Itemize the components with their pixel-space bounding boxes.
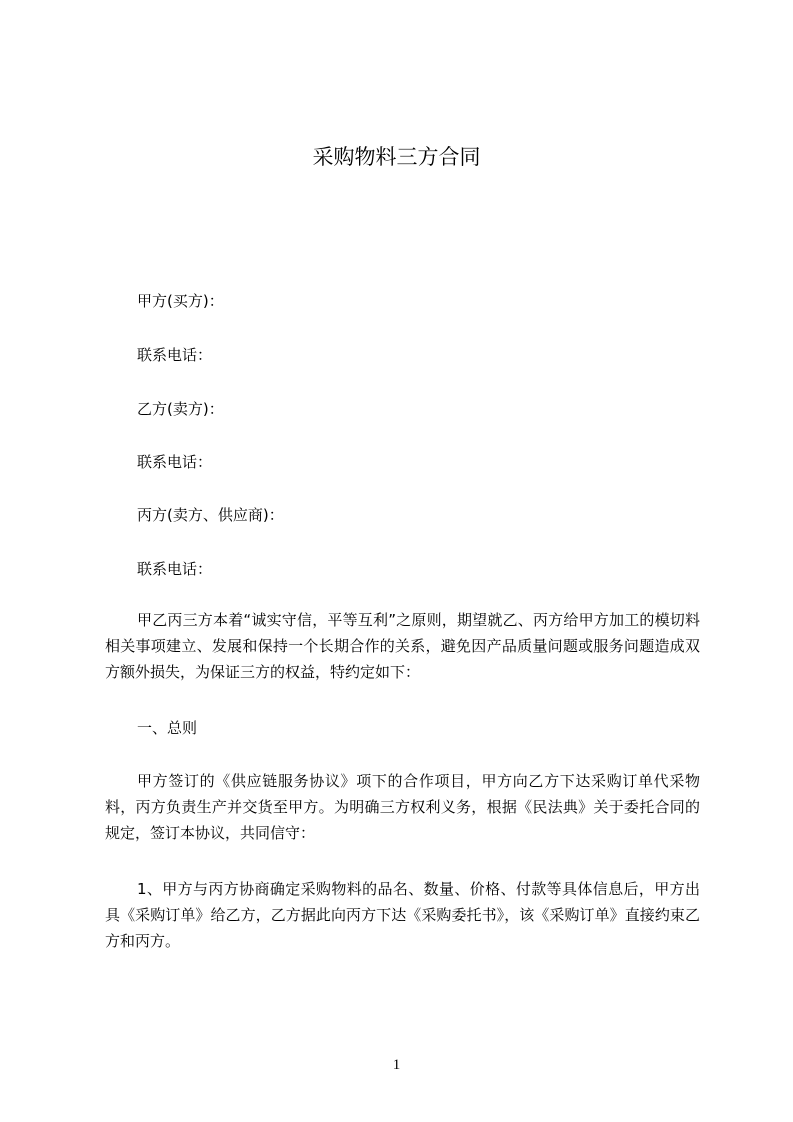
section-heading-general: 一、总则: [137, 719, 198, 737]
general-paragraph: 甲方签订的《供应链服务协议》项下的合作项目，甲方向乙方下达采购订单代采物料，丙方负责生产并交货至甲方。为明确三方权利义务，根据《民法典》关于委托合同的规定，签订本协议，共同信守：: [105, 772, 700, 842]
party-b-phone-label: 联系电话：: [137, 453, 213, 471]
party-a-label: 甲方(买方)：: [137, 292, 224, 310]
intro-paragraph: 甲乙丙三方本着“诚实守信，平等互利”之原则，期望就乙、丙方给甲方加工的模切料相关事项建立、发展和保持一个长期合作的关系，避免因产品质量问题或服务问题造成双方额外损失，为保证三方的权益，特约定如下：: [105, 611, 700, 681]
document-title: 采购物料三方合同: [312, 145, 481, 169]
party-c-phone-label: 联系电话：: [137, 560, 213, 578]
page-number: 1: [392, 1057, 401, 1073]
clause-1-paragraph: 1、甲方与丙方协商确定采购物料的品名、数量、价格、付款等具体信息后，甲方出具《采购订单》给乙方，乙方据此向丙方下达《采购委托书》，该《采购订单》直接约束乙方和丙方。: [105, 880, 700, 950]
party-b-label: 乙方(卖方)：: [137, 400, 224, 418]
party-c-label: 丙方(卖方、供应商)：: [137, 506, 284, 524]
party-a-phone-label: 联系电话：: [137, 346, 213, 364]
